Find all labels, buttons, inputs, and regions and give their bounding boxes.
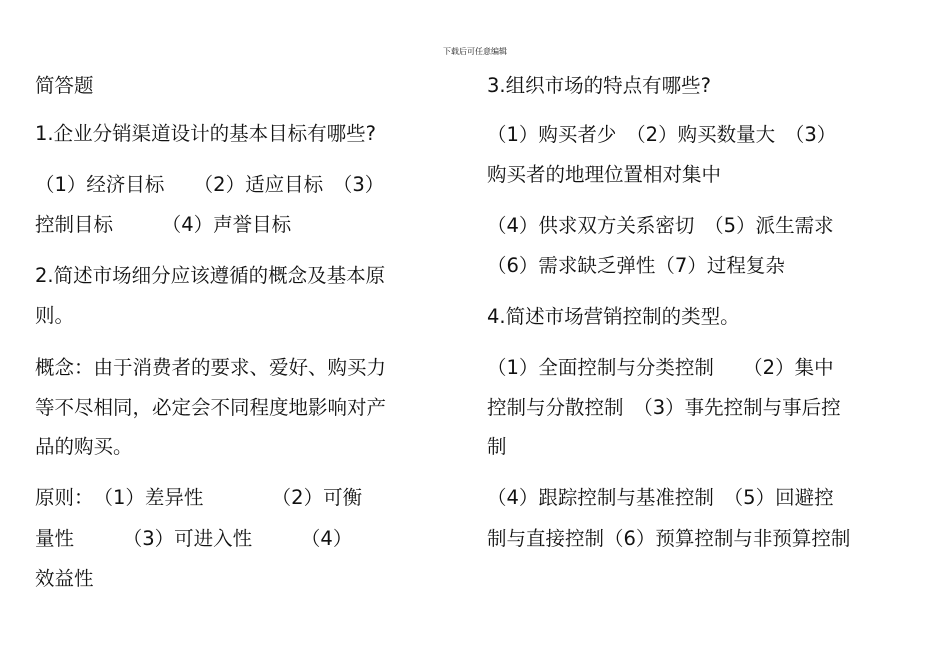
question-1: 1.企业分销渠道设计的基本目标有哪些? xyxy=(35,122,376,145)
question-3: 3.组织市场的特点有哪些? xyxy=(487,74,711,97)
answer-3-line-3: （4）供求双方关系密切 （5）派生需求 xyxy=(487,214,834,237)
answer-3-line-1: （1）购买者少 （2）购买数量大 （3） xyxy=(487,123,837,146)
answer-4-line-1: （1）全面控制与分类控制 （2）集中 xyxy=(487,356,834,379)
answer-1-line-2: 控制目标 （4）声誉目标 xyxy=(35,213,292,236)
question-2-line-2: 则。 xyxy=(35,304,75,327)
answer-2-principles-line-2: 量性 （3）可进入性 （4） xyxy=(35,527,353,550)
answer-2-principles-line-1: 原则： （1）差异性 （2）可衡 xyxy=(35,486,363,509)
question-2-line-1: 2.简述市场细分应该遵循的概念及基本原 xyxy=(35,264,386,287)
answer-4-line-5: 制与直接控制（6）预算控制与非预算控制 xyxy=(487,527,851,550)
answer-4-line-3: 制 xyxy=(487,435,507,458)
answer-2-concept-line-3: 品的购买。 xyxy=(35,435,133,458)
answer-4-line-4: （4）跟踪控制与基准控制 （5）回避控 xyxy=(487,486,834,509)
answer-3-line-4: （6）需求缺乏弹性（7）过程复杂 xyxy=(487,254,785,277)
answer-3-line-2: 购买者的地理位置相对集中 xyxy=(487,163,722,186)
section-title: 简答题 xyxy=(35,74,94,97)
question-4: 4.简述市场营销控制的类型。 xyxy=(487,305,740,328)
answer-1-line-1: （1）经济目标 （2）适应目标 （3） xyxy=(35,173,385,196)
answer-4-line-2: 控制与分散控制 （3）事先控制与事后控 xyxy=(487,396,841,419)
answer-2-principles-line-3: 效益性 xyxy=(35,567,94,590)
page-header: 下载后可任意编辑 xyxy=(443,47,507,56)
answer-2-concept-line-2: 等不尽相同，必定会不同程度地影响对产 xyxy=(35,396,387,419)
answer-2-concept-line-1: 概念：由于消费者的要求、爱好、购买力 xyxy=(35,356,387,379)
